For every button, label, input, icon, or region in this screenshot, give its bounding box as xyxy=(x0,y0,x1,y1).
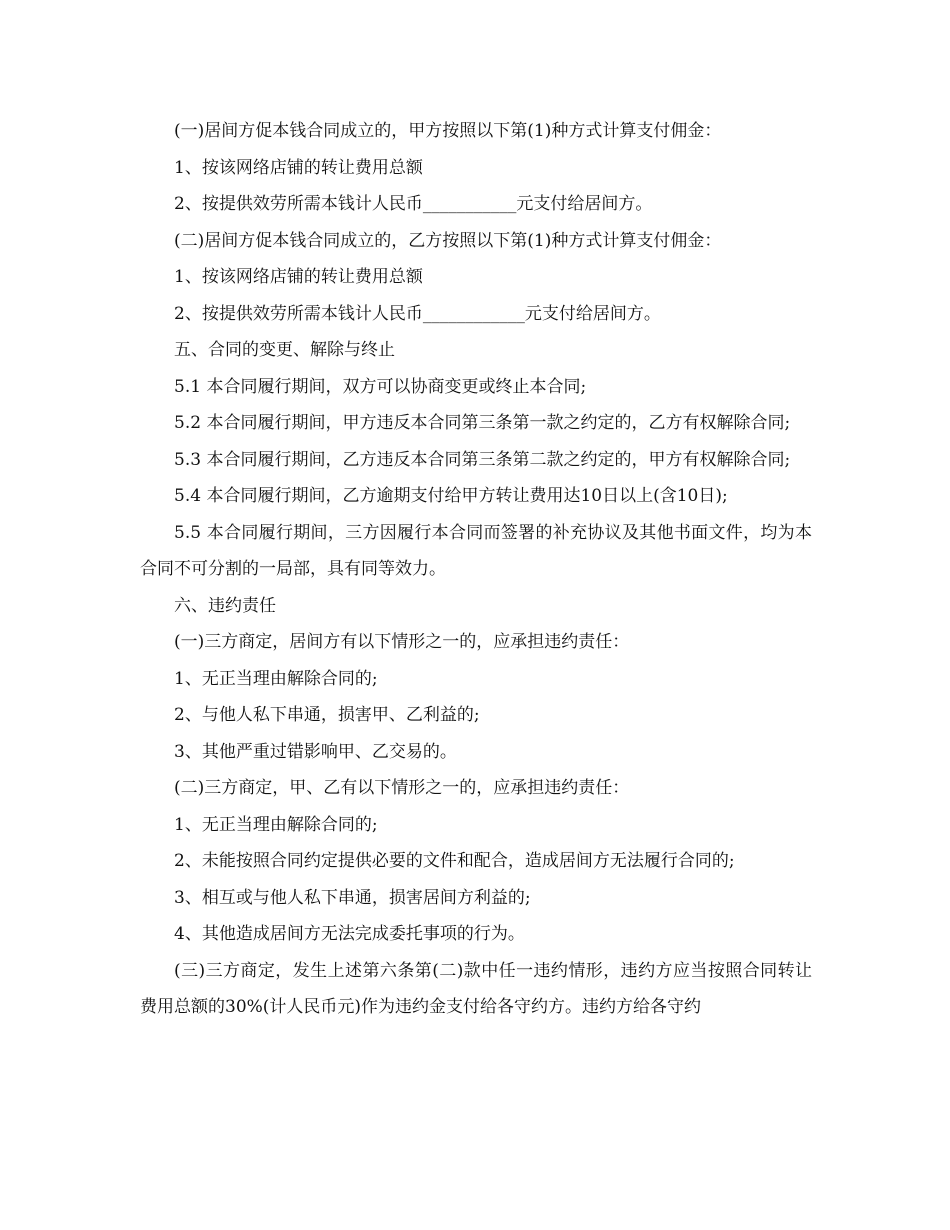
clause-5-1: 5.1 本合同履行期间，双方可以协商变更或终止本合同; xyxy=(174,376,587,397)
paragraph-option-1-b: 1、按该网络店铺的转让费用总额 xyxy=(174,267,423,287)
paragraph-commission-intermediary-a: (一)居间方促本钱合同成立的，甲方按照以下第(1)种方式计算支付佣金： xyxy=(174,121,722,141)
paragraph-option-1-a: 1、按该网络店铺的转让费用总额 xyxy=(174,157,423,178)
clause-6-1-heading: (一)三方商定，居间方有以下情形之一的，应承担违约责任： xyxy=(174,632,630,652)
clause-6-2-item-1: 1、无正当理由解除合同的; xyxy=(174,814,378,835)
clause-5-3: 5.3 本合同履行期间，乙方违反本合同第三条第二款之约定的，甲方有权解除合同; xyxy=(174,449,791,470)
paragraph-commission-intermediary-b: (二)居间方促本钱合同成立的，乙方按照以下第(1)种方式计算支付佣金： xyxy=(174,230,722,251)
clause-6-1-item-1: 1、无正当理由解除合同的; xyxy=(174,668,378,689)
clause-5-2: 5.2 本合同履行期间，甲方违反本合同第三条第一款之约定的，乙方有权解除合同; xyxy=(174,413,791,433)
document-page xyxy=(140,113,812,1026)
paragraph-option-2-a: 2、按提供效劳所需本钱计人民币___________元支付给居间方。 xyxy=(174,194,653,214)
clause-6-1-item-3: 3、其他严重过错影响甲、乙交易的。 xyxy=(174,741,457,762)
clause-6-2-heading: (二)三方商定，甲、乙有以下情形之一的，应承担违约责任： xyxy=(174,778,630,798)
clause-6-2-item-3: 3、相互或与他人私下串通，损害居间方利益的; xyxy=(174,887,531,908)
clause-6-1-item-2: 2、与他人私下串通，损害甲、乙利益的; xyxy=(174,705,480,725)
clause-6-3: (三)三方商定，发生上述第六条第(二)款中任一违约情形，违约方应当按照合同转让费用总额的30%(计人民币元)作为违约金支付给各守约方。违约方给各守约 xyxy=(140,960,812,1017)
clause-5-5: 5.5 本合同履行期间，三方因履行本合同而签署的补充协议及其他书面文件，均为本合同不可分割的一局部，具有同等效力。 xyxy=(140,522,812,579)
paragraph-option-2-b: 2、按提供效劳所需本钱计人民币____________元支付给居间方。 xyxy=(174,303,661,324)
clause-5-4: 5.4 本合同履行期间，乙方逾期支付给甲方转让费用达10日以上(含10日); xyxy=(174,486,728,506)
clause-6-2-item-2: 2、未能按照合同约定提供必要的文件和配合，造成居间方无法履行合同的; xyxy=(174,851,735,871)
section-heading-6: 六、违约责任 xyxy=(174,595,276,616)
clause-6-2-item-4: 4、其他造成居间方无法完成委托事项的行为。 xyxy=(174,924,525,944)
section-heading-5: 五、合同的变更、解除与终止 xyxy=(174,340,395,360)
